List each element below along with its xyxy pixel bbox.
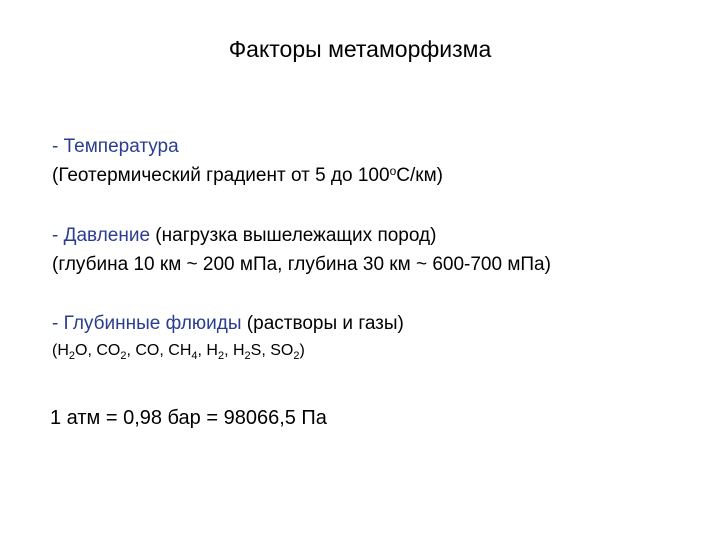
- formula-sub-co2: 2: [120, 350, 127, 362]
- formula-part-co-ch: , CO, CH: [126, 342, 192, 359]
- pressure-label-rest: (нагрузка вышележащих пород): [150, 225, 437, 246]
- fluids-formula: [52, 340, 305, 362]
- formula-sub-h2s: 2: [244, 350, 251, 362]
- pressure-depth-text: (глубина 10 км ~ 200 мПа, глубина 30 км ~ 600-700 мПа): [52, 254, 551, 275]
- formula-part-s-so: S, SO: [250, 342, 294, 359]
- formula-part-h: , H: [197, 342, 218, 359]
- fluids-heading: [52, 312, 404, 336]
- fluids-label: - Глубинные флюиды: [52, 313, 242, 334]
- formula-close: ): [299, 342, 305, 359]
- formula-sub-h2o: 2: [68, 350, 76, 362]
- temperature-gradient-text: [52, 164, 443, 188]
- slide-title: Факторы метаморфизма: [228, 36, 492, 62]
- temperature-heading: - Температура: [52, 136, 179, 157]
- unit-conversion: 1 атм = 0,98 бар = 98066,5 Па: [50, 407, 327, 429]
- formula-part-o-co: O, CO: [75, 342, 121, 359]
- formula-sub-h2: 2: [217, 350, 225, 362]
- formula-part-h-2: , H: [224, 342, 245, 359]
- formula-open: (H: [52, 342, 69, 359]
- pressure-label: - Давление: [52, 225, 151, 246]
- degree-mark: о: [389, 164, 397, 178]
- formula-sub-ch4: 4: [191, 350, 198, 362]
- fluids-label-rest: (растворы и газы): [241, 313, 404, 334]
- formula-sub-so2: 2: [293, 350, 300, 362]
- pressure-heading: [52, 224, 436, 248]
- temperature-gradient-suffix: С/км): [396, 165, 443, 186]
- temperature-gradient-prefix: (Геотермический градиент от 5 до 100: [52, 165, 390, 186]
